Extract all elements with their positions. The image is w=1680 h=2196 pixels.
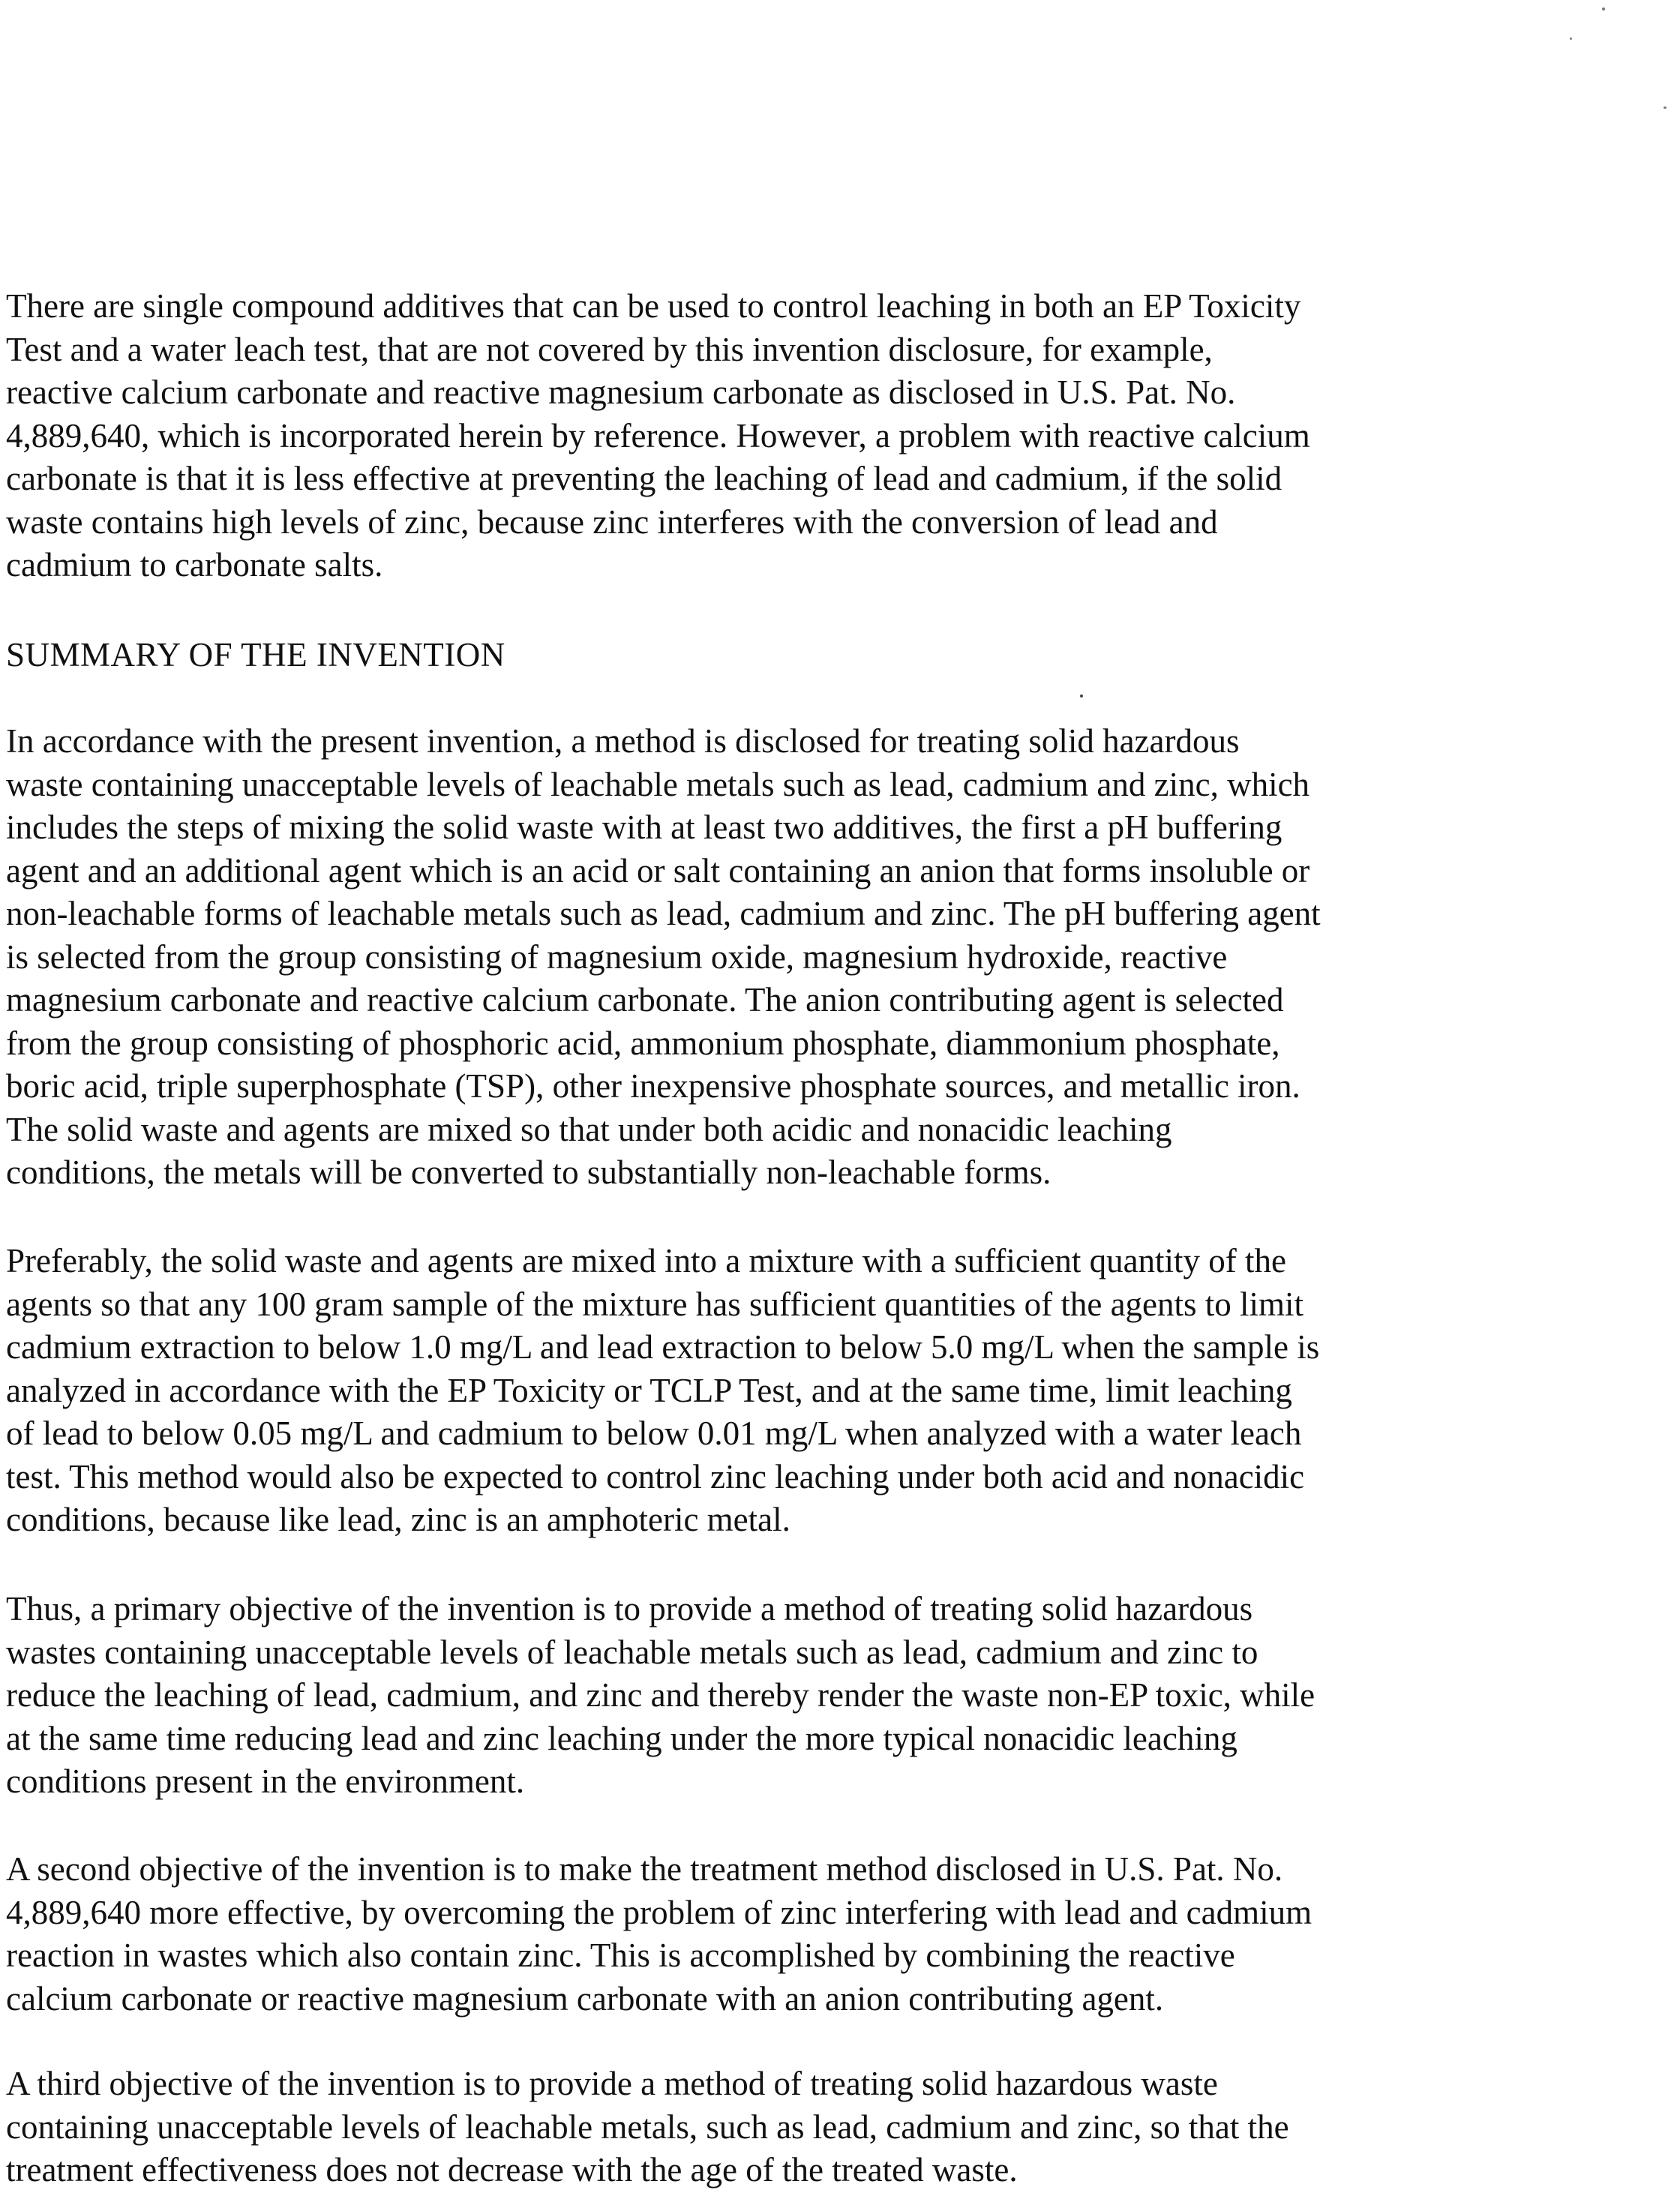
scan-speck [1080, 694, 1083, 698]
section-heading: SUMMARY OF THE INVENTION [6, 636, 506, 674]
scan-speck [1664, 106, 1666, 109]
paragraph-prior-art: There are single compound additives that can be used to control leaching in both an EP Toxicity Test and a water leach test, that are not covered by this invention disclosure, for example, reactive calcium carbonate and reactive magnesium carbonate as disclosed in U.S. Pat. No. 4,889,640, which is incorporated herein by reference. However, a problem with reactive calcium carbonate is that it is less effective at preventing the leaching of lead and cadmium, if the solid waste contains high levels of zinc, because zinc interferes with the conversion of lead and cadmium to carbonate salts. [6, 287, 1310, 584]
paragraph-summary: In accordance with the present invention, a method is disclosed for treating solid hazardous waste containing unacceptable levels of leachable metals such as lead, cadmium and zinc, which includes the steps of mixing the solid waste with at least two additives, the first a pH buffering agent and an additional agent which is an acid or salt containing an anion that forms insoluble or non-leachable forms of leachable metals such as lead, cadmium and zinc. The pH buffering agent is selected from the group consisting of magnesium oxide, magnesium hydroxide, reactive magnesium carbonate and reactive calcium carbonate. The anion contributing agent is selected from the group consisting of phosphoric acid, ammonium phosphate, diammonium phosphate, boric acid, triple superphosphate (TSP), other inexpensive phosphate sources, and metallic iron. The solid waste and agents are mixed so that under both acidic and nonacidic leaching conditions, the metals will be converted to substantially non-leachable forms. [6, 722, 1321, 1191]
scan-speck [1570, 38, 1572, 40]
paragraph-primary-objective: Thus, a primary objective of the invention is to provide a method of treating solid hazardous wastes containing unacceptable levels of leachable metals such as lead, cadmium and zinc to reduce the leaching of lead, cadmium, and zinc and thereby render the waste non-EP toxic, while at the same time reducing lead and zinc leaching under the more typical nonacidic leaching conditions present in the environment. [6, 1590, 1316, 1800]
paragraph-second-objective: A second objective of the invention is to make the treatment method disclosed in U.S. Pat. No. 4,889,640 more effective, by overcoming the problem of zinc interfering with lead and cadmium reaction in wastes which also contain zinc. This is accomplished by combining the reactive calcium carbonate or reactive magnesium carbonate with an anion contributing agent. [6, 1850, 1312, 2018]
paragraph-third-objective: A third objective of the invention is to provide a method of treating solid hazardous waste containing unacceptable levels of leachable metals, such as lead, cadmium and zinc, so that the treatment effectiveness does not decrease with the age of the treated waste. [6, 2065, 1289, 2188]
scan-speck [1602, 8, 1605, 10]
paragraph-preferred-mixture: Preferably, the solid waste and agents are mixed into a mixture with a sufficient quantity of the agents so that any 100 gram sample of the mixture has sufficient quantities of the agents to limit cadmium extraction to below 1.0 mg/L and lead extraction to below 5.0 mg/L when the sample is analyzed in accordance with the EP Toxicity or TCLP Test, and at the same time, limit leaching of lead to below 0.05 mg/L and cadmium to below 0.01 mg/L when analyzed with a water leach test. This method would also be expected to control zinc leaching under both acid and nonacidic conditions, because like lead, zinc is an amphoteric metal. [6, 1242, 1320, 1538]
